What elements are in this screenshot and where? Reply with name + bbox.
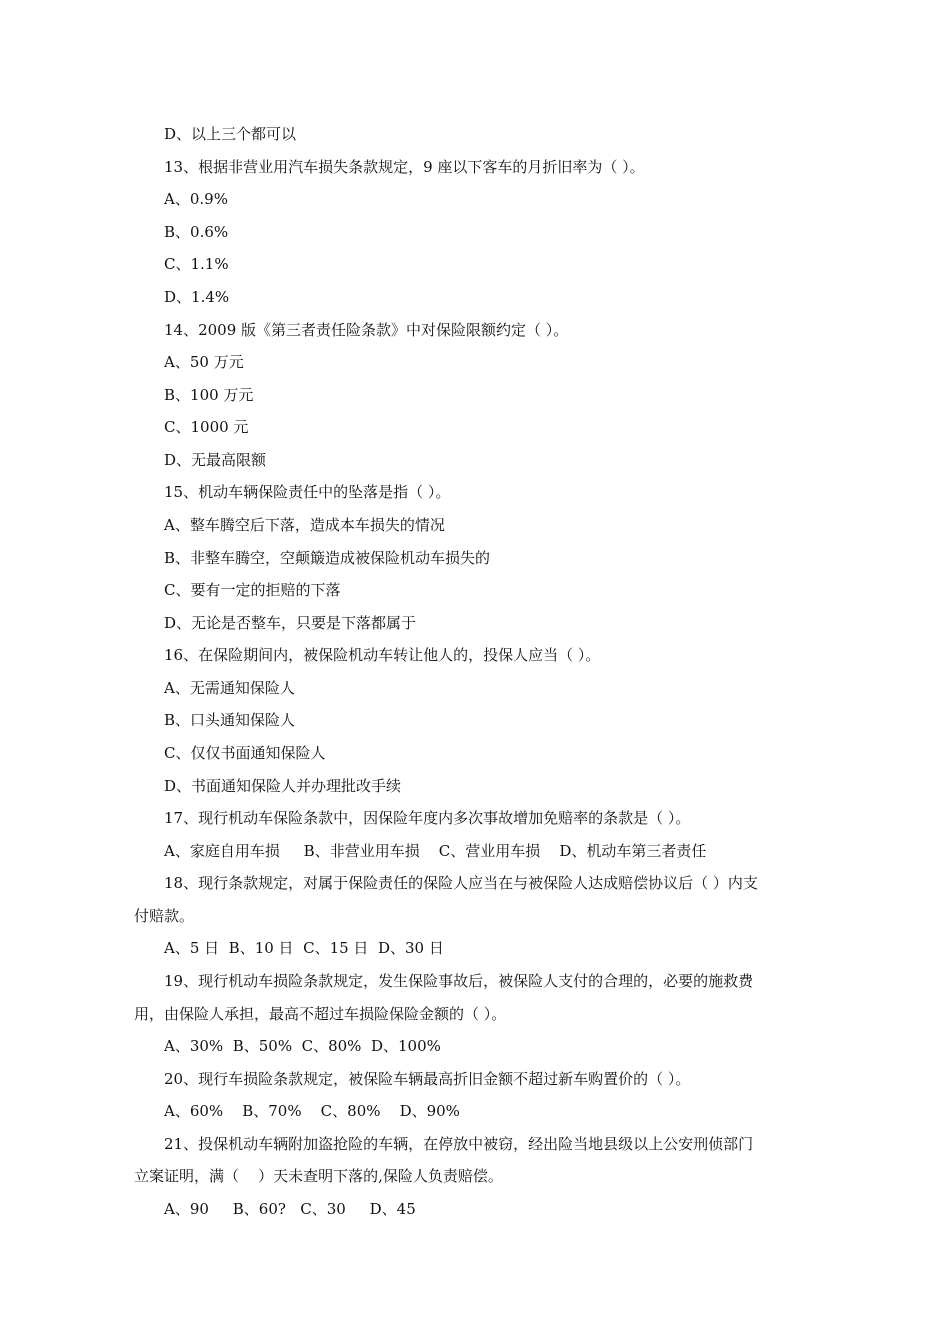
option-line: A、0.9% <box>164 190 228 208</box>
question-21: 21、投保机动车辆附加盗抢险的车辆，在停放中被窃，经出险当地县级以上公安刑侦部门 <box>164 1135 754 1153</box>
option-line: A、无需通知保险人 <box>164 679 295 697</box>
option-line: B、非整车腾空，空颠簸造成被保险机动车损失的 <box>164 549 491 567</box>
question-20: 20、现行车损险条款规定，被保险车辆最高折旧金额不超过新车购置价的（ ）。 <box>164 1070 691 1088</box>
option-line: B、口头通知保险人 <box>164 711 296 729</box>
question-18-continued: 付赔款。 <box>134 907 195 925</box>
option-line: C、仅仅书面通知保险人 <box>164 744 326 762</box>
option-line: D、1.4% <box>164 288 230 306</box>
option-line: B、0.6% <box>164 223 229 241</box>
option-line: D、书面通知保险人并办理批改手续 <box>164 777 402 795</box>
question-16: 16、在保险期间内，被保险机动车转让他人的，投保人应当（ ）。 <box>164 646 601 664</box>
question-21-continued: 立案证明，满（ ）天未查明下落的,保险人负责赔偿。 <box>134 1167 503 1185</box>
option-line: D、无论是否整车，只要是下落都属于 <box>164 614 417 632</box>
option-line: D、无最高限额 <box>164 451 267 469</box>
question-14: 14、2009 版《第三者责任险条款》中对保险限额约定（ ）。 <box>164 321 569 339</box>
option-line: C、1.1% <box>164 255 229 273</box>
option-line: A、60% B、70% C、80% D、90% <box>164 1102 460 1120</box>
option-line: C、要有一定的拒赔的下落 <box>164 581 341 599</box>
question-19: 19、现行机动车损险条款规定，发生保险事故后，被保险人支付的合理的，必要的施救费 <box>164 972 754 990</box>
option-line: A、家庭自用车损 B、非营业用车损 C、营业用车损 D、机动车第三者责任 <box>164 842 707 860</box>
question-18: 18、现行条款规定，对属于保险责任的保险人应当在与被保险人达成赔偿协议后（ ）内支 <box>164 874 758 892</box>
question-19-continued: 用，由保险人承担，最高不超过车损险保险金额的（ ）。 <box>134 1005 507 1023</box>
question-15: 15、机动车辆保险责任中的坠落是指（ ）。 <box>164 483 451 501</box>
question-17: 17、现行机动车保险条款中，因保险年度内多次事故增加免赔率的条款是（ ）。 <box>164 809 691 827</box>
option-line: A、整车腾空后下落，造成本车损失的情况 <box>164 516 445 534</box>
option-line: A、30% B、50% C、80% D、100% <box>164 1037 441 1055</box>
option-line: B、100 万元 <box>164 386 254 404</box>
option-line: A、50 万元 <box>164 353 244 371</box>
option-line: A、90 B、60? C、30 D、45 <box>164 1200 416 1218</box>
option-line: A、5 日 B、10 日 C、15 日 D、30 日 <box>164 939 444 957</box>
question-13: 13、根据非营业用汽车损失条款规定，9 座以下客车的月折旧率为（ ）。 <box>164 158 645 176</box>
text-line: D、以上三个都可以 <box>164 125 297 143</box>
option-line: C、1000 元 <box>164 418 249 436</box>
